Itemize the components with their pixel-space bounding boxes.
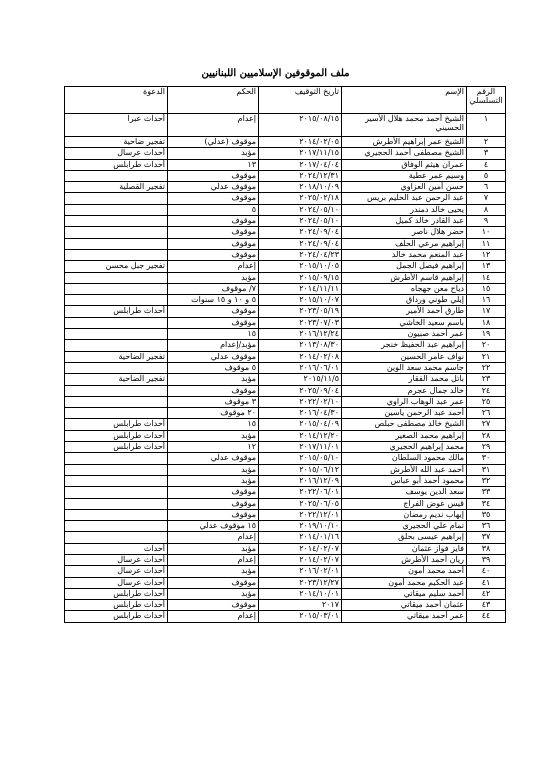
table-row <box>65 374 506 385</box>
table-row <box>65 396 506 407</box>
table-row <box>65 385 506 396</box>
detainees-table <box>64 86 506 623</box>
row-arrest-date-cell: ٢٠١٧/٠٤/٠٤ <box>259 159 342 170</box>
row-verdict-cell: إعدام <box>168 114 259 137</box>
row-number-cell: ٩ <box>467 216 506 227</box>
row-case-cell: تفجير جبل محسن <box>65 261 168 272</box>
header-verdict: الحكم <box>168 87 259 114</box>
table-row <box>65 521 506 532</box>
row-name-cell: عمران هيثم الوفاق <box>342 159 467 170</box>
row-verdict-cell: ١٥ موقوف عدلي <box>168 521 259 532</box>
row-arrest-date-cell: ٢٠١٥/٠٩/١٥ <box>259 272 342 283</box>
table-row <box>65 317 506 328</box>
row-case-cell <box>65 193 168 204</box>
row-arrest-date-cell: ٢٠١٥/١٠/٠٥ <box>259 261 342 272</box>
row-arrest-date-cell: ٢٠١٤/١١/١١ <box>259 283 342 294</box>
row-case-cell <box>65 475 168 486</box>
row-arrest-date-cell: ٢٠١٥/٠٨/١٥ <box>259 114 342 137</box>
row-verdict-cell: موقوف <box>168 385 259 396</box>
row-case-cell <box>65 272 168 283</box>
row-case-cell <box>65 238 168 249</box>
row-verdict-cell: ١٢ <box>168 442 259 453</box>
row-case-cell: أحداث عرسال <box>65 566 168 577</box>
row-number-cell: ٢٦ <box>467 408 506 419</box>
row-arrest-date-cell: ٢٠١٤/١٢/٢٠ <box>259 430 342 441</box>
row-arrest-date-cell: ٢٠٢٤/١٢/٣١ <box>259 170 342 181</box>
table-row <box>65 475 506 486</box>
row-number-cell: ١٣ <box>467 261 506 272</box>
row-verdict-cell: ٣ موقوف <box>168 396 259 407</box>
table-row <box>65 249 506 260</box>
row-name-cell: الشيخ مصطفى أحمد الحجيري <box>342 148 467 159</box>
row-case-cell <box>65 509 168 520</box>
row-case-cell: أحداث طرابلس <box>65 159 168 170</box>
row-verdict-cell: إعدام <box>168 261 259 272</box>
row-name-cell: باتل محمد الفقار <box>342 374 467 385</box>
table-row <box>65 227 506 238</box>
row-case-cell <box>65 521 168 532</box>
row-number-cell: ١٨ <box>467 317 506 328</box>
row-number-cell: ٤٠ <box>467 566 506 577</box>
row-arrest-date-cell: ٢٠٢٥/٠٦/٠٥ <box>259 498 342 509</box>
row-verdict-cell: موقوف <box>168 306 259 317</box>
row-number-cell: ٢٩ <box>467 442 506 453</box>
row-number-cell: ٢٣ <box>467 374 506 385</box>
row-name-cell: باسم سعيد الخاشي <box>342 317 467 328</box>
row-name-cell: إبراهيم مرعي الحلف <box>342 238 467 249</box>
header-arrest-date: تاريخ التوقيف <box>259 87 342 114</box>
row-name-cell: عمر عبد الوهاب الراوي <box>342 396 467 407</box>
row-name-cell: مالك محمود السلطان <box>342 453 467 464</box>
table-row <box>65 272 506 283</box>
row-arrest-date-cell: ٢٠٢٢/٠٦/٠١ <box>259 487 342 498</box>
row-case-cell: أحداث طرابلس <box>65 442 168 453</box>
row-verdict-cell: موقوف <box>168 170 259 181</box>
row-number-cell: ١٢ <box>467 249 506 260</box>
row-name-cell: حضر هلال ناصر <box>342 227 467 238</box>
row-number-cell: ٢١ <box>467 351 506 362</box>
row-case-cell: تفجير الضاحية <box>65 351 168 362</box>
row-verdict-cell: مؤبد <box>168 543 259 554</box>
row-arrest-date-cell: ٢٠٢٢/٠٢/١٠ <box>259 396 342 407</box>
row-verdict-cell: ٥ <box>168 204 259 215</box>
row-arrest-date-cell: ٢٠١٥/٠٤/٠٩ <box>259 419 342 430</box>
row-case-cell <box>65 317 168 328</box>
table-row <box>65 464 506 475</box>
row-name-cell: خالد جمال عجرم <box>342 385 467 396</box>
row-verdict-cell: ١٥ <box>168 329 259 340</box>
row-name-cell: الشيخ عمر إبراهيم الأطرش <box>342 137 467 148</box>
table-row <box>65 148 506 159</box>
row-case-cell: أحداث عرسال <box>65 148 168 159</box>
row-arrest-date-cell: ٢٠٢٢/١٢/٠١ <box>259 509 342 520</box>
row-verdict-cell: ٥ و ١٠ و ١٥ سنوات <box>168 295 259 306</box>
row-arrest-date-cell: ٢٠١٤/٠٢/٠٨ <box>259 351 342 362</box>
row-number-cell: ٣٧ <box>467 532 506 543</box>
row-name-cell: دياح معن جهجاه <box>342 283 467 294</box>
row-arrest-date-cell: ٢٠١٤/٠١/١٦ <box>259 532 342 543</box>
table-row <box>65 600 506 611</box>
row-number-cell: ٢٠ <box>467 340 506 351</box>
row-number-cell: ٧ <box>467 193 506 204</box>
row-verdict-cell: مؤبد <box>168 430 259 441</box>
row-case-cell <box>65 227 168 238</box>
row-verdict-cell: ٧/ موقوف <box>168 283 259 294</box>
row-number-cell: ٣٣ <box>467 487 506 498</box>
row-number-cell: ٣ <box>467 148 506 159</box>
row-verdict-cell: إعدام <box>168 532 259 543</box>
row-arrest-date-cell: ٢٠٢٤/٠٩/٠٤ <box>259 227 342 238</box>
row-arrest-date-cell: ٢٠١٩/١٠/١٠ <box>259 521 342 532</box>
table-row <box>65 204 506 215</box>
row-verdict-cell: موقوف <box>168 600 259 611</box>
row-number-cell: ٢٤ <box>467 385 506 396</box>
row-case-cell <box>65 340 168 351</box>
row-verdict-cell: ٢٠ موقوف <box>168 408 259 419</box>
row-arrest-date-cell: ٢٠٢٥/٠٩/٠٤ <box>259 385 342 396</box>
row-number-cell: ٦ <box>467 182 506 193</box>
row-case-cell <box>65 283 168 294</box>
row-verdict-cell: مؤبد <box>168 475 259 486</box>
row-case-cell <box>65 453 168 464</box>
row-arrest-date-cell: ٢٠٢٣/٠٧/٠٣ <box>259 317 342 328</box>
table-header-row <box>65 87 506 114</box>
table-row <box>65 487 506 498</box>
row-number-cell: ٣٦ <box>467 521 506 532</box>
row-case-cell: أحداث طرابلس <box>65 306 168 317</box>
row-arrest-date-cell: ٢٠١٧/١١/٠١ <box>259 442 342 453</box>
row-case-cell: تفجير ضاحية <box>65 137 168 148</box>
table-row <box>65 137 506 148</box>
table-row <box>65 216 506 227</box>
row-number-cell: ٢ <box>467 137 506 148</box>
row-verdict-cell: مؤبد <box>168 374 259 385</box>
row-name-cell: إبراهيم قاسم الأطرش <box>342 272 467 283</box>
row-case-cell <box>65 170 168 181</box>
header-name: الإسم <box>342 87 467 114</box>
row-name-cell: إبراهيم عبد الحفيظ خنجر <box>342 340 467 351</box>
row-name-cell: عبد المنعم محمد خالد <box>342 249 467 260</box>
table-row <box>65 329 506 340</box>
row-arrest-date-cell: ٢٠٢٣/١٢/٢٧ <box>259 577 342 588</box>
row-verdict-cell: موقوف <box>168 193 259 204</box>
row-verdict-cell: إعدام <box>168 611 259 622</box>
row-verdict-cell: موقوف <box>168 317 259 328</box>
row-verdict-cell: موقوف <box>168 216 259 227</box>
row-number-cell: ١٦ <box>467 295 506 306</box>
table-row <box>65 430 506 441</box>
row-arrest-date-cell: ٢٠١٥/١٠/٠٧ <box>259 295 342 306</box>
page-title: ملف الموقوفين الإسلاميين اللبنانيين <box>201 68 350 79</box>
row-number-cell: ١٠ <box>467 227 506 238</box>
table-row <box>65 588 506 599</box>
row-case-cell <box>65 295 168 306</box>
table-row <box>65 442 506 453</box>
row-name-cell: عبد القادر خالد كميل <box>342 216 467 227</box>
row-verdict-cell: موقوف <box>168 238 259 249</box>
row-arrest-date-cell: ٢٠٢٤/٠٩/٠٤ <box>259 238 342 249</box>
row-arrest-date-cell: ٢٠٢٥/٠٢/١٨ <box>259 193 342 204</box>
row-name-cell: نواف عامر الحسين <box>342 351 467 362</box>
row-name-cell: أحمد عبد الله الأطرش <box>342 464 467 475</box>
row-name-cell: إيلي طوني ورداق <box>342 295 467 306</box>
row-name-cell: عبد الحكيم محمد أمون <box>342 577 467 588</box>
row-name-cell: فايز فواز عثمان <box>342 543 467 554</box>
table-row <box>65 306 506 317</box>
row-name-cell: عمر أحمد صبيون <box>342 329 467 340</box>
row-arrest-date-cell: ٢٠١٦/١٢/٢٤ <box>259 329 342 340</box>
row-number-cell: ١ <box>467 114 506 137</box>
row-verdict-cell: إعدام <box>168 554 259 565</box>
row-arrest-date-cell: ٢٠١٥/٠٣/٠١ <box>259 611 342 622</box>
row-arrest-date-cell: ٢٠١٥/٠٥/١٠ <box>259 453 342 464</box>
row-case-cell: أحداث طرابلس <box>65 588 168 599</box>
row-arrest-date-cell: ٢٠١٦/٠٦/٠١ <box>259 362 342 373</box>
row-name-cell: طارق أحمد الأمير <box>342 306 467 317</box>
row-case-cell <box>65 408 168 419</box>
row-number-cell: ٤٢ <box>467 588 506 599</box>
row-number-cell: ٣٥ <box>467 509 506 520</box>
row-case-cell <box>65 487 168 498</box>
row-number-cell: ١٩ <box>467 329 506 340</box>
row-case-cell: تفجير القصلية <box>65 182 168 193</box>
table-body <box>65 114 506 623</box>
row-arrest-date-cell: ٢٠١٨/١٠/٠٩ <box>259 182 342 193</box>
row-arrest-date-cell: ٢٠١٤/٠٢/٠٥ <box>259 137 342 148</box>
row-number-cell: ٣٤ <box>467 498 506 509</box>
row-arrest-date-cell: ٢٠١٤/٠٢/٠٧ <box>259 543 342 554</box>
row-verdict-cell: موقوف <box>168 227 259 238</box>
row-case-cell <box>65 464 168 475</box>
row-arrest-date-cell: ٢٠٢٤/٠٥/١٠ <box>259 216 342 227</box>
row-verdict-cell: ٥ موقوف <box>168 362 259 373</box>
row-case-cell <box>65 249 168 260</box>
row-name-cell: إبراهيم عيسى بحلق <box>342 532 467 543</box>
row-name-cell: أحمد محمد أمون <box>342 566 467 577</box>
row-number-cell: ١٥ <box>467 283 506 294</box>
row-arrest-date-cell: ٢٠١٤/١٠/٠١ <box>259 588 342 599</box>
table-row <box>65 419 506 430</box>
row-case-cell <box>65 204 168 215</box>
row-number-cell: ٣٩ <box>467 554 506 565</box>
row-verdict-cell: موقوف <box>168 249 259 260</box>
row-case-cell: أحداث عرسال <box>65 554 168 565</box>
table-row <box>65 261 506 272</box>
row-number-cell: ٣٢ <box>467 475 506 486</box>
row-number-cell: ٤ <box>467 159 506 170</box>
row-arrest-date-cell: ٢٠١٥/٠٦/١٢ <box>259 464 342 475</box>
row-number-cell: ١١ <box>467 238 506 249</box>
row-case-cell <box>65 329 168 340</box>
row-verdict-cell: موقوف عدلي <box>168 453 259 464</box>
row-name-cell: أحمد عبد الرحمن ياسين <box>342 408 467 419</box>
row-name-cell: يحيى خالد دمندر <box>342 204 467 215</box>
row-arrest-date-cell: ٢٠٢٤/٠٥/١٠ <box>259 204 342 215</box>
row-arrest-date-cell: ٢٠١٣/٠٨/٣٠ <box>259 340 342 351</box>
table-row <box>65 498 506 509</box>
row-verdict-cell: مؤبد <box>168 148 259 159</box>
row-arrest-date-cell: ٢٠١٧ <box>259 600 342 611</box>
row-name-cell: وسيم عمر عطية <box>342 170 467 181</box>
table-row <box>65 577 506 588</box>
row-case-cell: أحداث طرابلس <box>65 430 168 441</box>
row-arrest-date-cell: ٢٠١٦/١٢/٠٩ <box>259 475 342 486</box>
row-verdict-cell: موقوف عدلي <box>168 351 259 362</box>
row-case-cell: أحداث طرابلس <box>65 600 168 611</box>
row-name-cell: محمد إبراهيم الحجيري <box>342 442 467 453</box>
row-verdict-cell: ١٥ <box>168 419 259 430</box>
row-verdict-cell: مؤبد/إعدام <box>168 340 259 351</box>
row-name-cell: أحمد سليم ميقاتي <box>342 588 467 599</box>
row-name-cell: عمر أحمد ميقاتي <box>342 611 467 622</box>
row-name-cell: الشيخ أحمد محمد هلال الأسير الحسيني <box>342 114 467 137</box>
table-row <box>65 182 506 193</box>
row-case-cell <box>65 385 168 396</box>
row-number-cell: ١٤ <box>467 272 506 283</box>
row-case-cell: تفجير الضاحية <box>65 374 168 385</box>
row-number-cell: ٣٨ <box>467 543 506 554</box>
row-case-cell <box>65 396 168 407</box>
row-verdict-cell: مؤبد <box>168 272 259 283</box>
row-number-cell: ٤١ <box>467 577 506 588</box>
table-row <box>65 193 506 204</box>
row-case-cell <box>65 498 168 509</box>
header-number: الرقم التسلسلي <box>467 87 506 114</box>
row-case-cell: أحداث عبرا <box>65 114 168 137</box>
table-row <box>65 283 506 294</box>
row-case-cell: أحداث طرابلس <box>65 419 168 430</box>
row-name-cell: ريان أحمد الأطرش <box>342 554 467 565</box>
row-number-cell: ٤٤ <box>467 611 506 622</box>
table-row <box>65 159 506 170</box>
table-row <box>65 238 506 249</box>
row-name-cell: إيهاب نديم رمضان <box>342 509 467 520</box>
row-verdict-cell: موقوف <box>168 577 259 588</box>
row-name-cell: قيس عوض الفراج <box>342 498 467 509</box>
row-number-cell: ٥ <box>467 170 506 181</box>
row-number-cell: ٢٢ <box>467 362 506 373</box>
row-name-cell: إبراهيم محمد الصغير <box>342 430 467 441</box>
row-number-cell: ٢٧ <box>467 419 506 430</box>
table-row <box>65 362 506 373</box>
row-verdict-cell: ١٣ <box>168 159 259 170</box>
row-case-cell <box>65 216 168 227</box>
row-name-cell: محمود أحمد أبو عباس <box>342 475 467 486</box>
row-verdict-cell: موقوف <box>168 498 259 509</box>
table-row <box>65 554 506 565</box>
row-arrest-date-cell: ٢٠١٥/١١/٥ <box>259 374 342 385</box>
row-verdict-cell: موقوف (عدلي) <box>168 137 259 148</box>
row-name-cell: تمام علي الحجيري <box>342 521 467 532</box>
row-number-cell: ٤٣ <box>467 600 506 611</box>
row-name-cell: جاسم محمد سعد الوين <box>342 362 467 373</box>
row-case-cell: أحداث <box>65 543 168 554</box>
row-name-cell: إبراهيم فيصل الجمل <box>342 261 467 272</box>
row-arrest-date-cell: ٢٠٢٣/٠٥/١٩ <box>259 306 342 317</box>
row-number-cell: ١٧ <box>467 306 506 317</box>
table-row <box>65 295 506 306</box>
row-name-cell: حسن أمين العزاوي <box>342 182 467 193</box>
row-name-cell: عبد الرحمن عبد الحليم بريس <box>342 193 467 204</box>
row-verdict-cell: مؤبد <box>168 566 259 577</box>
table-row <box>65 408 506 419</box>
table-row <box>65 170 506 181</box>
row-verdict-cell: مؤبد <box>168 464 259 475</box>
row-arrest-date-cell: ٢٠١٦/٠٤/٣٠ <box>259 408 342 419</box>
row-number-cell: ٣١ <box>467 464 506 475</box>
row-verdict-cell: موقوف <box>168 509 259 520</box>
table-row <box>65 543 506 554</box>
table-row <box>65 351 506 362</box>
row-number-cell: ٢٨ <box>467 430 506 441</box>
row-name-cell: الشيخ خالد مصطفى حبلص <box>342 419 467 430</box>
row-arrest-date-cell: ٢٠١٧/١١/١٥ <box>259 148 342 159</box>
table-row <box>65 340 506 351</box>
row-arrest-date-cell: ٢٠٢٤/٠٤/٢٣ <box>259 249 342 260</box>
row-case-cell: أحداث عرسال <box>65 577 168 588</box>
row-case-cell: أحداث طرابلس <box>65 611 168 622</box>
row-verdict-cell: موقوف عدلي <box>168 182 259 193</box>
table-row <box>65 566 506 577</box>
row-number-cell: ٢٥ <box>467 396 506 407</box>
table-row <box>65 509 506 520</box>
row-verdict-cell: موقوف <box>168 487 259 498</box>
row-arrest-date-cell: ٢٠١٦/٠٢/٠١ <box>259 566 342 577</box>
table-row <box>65 611 506 622</box>
table-row <box>65 114 506 137</box>
row-case-cell <box>65 532 168 543</box>
header-case: الدعوة <box>65 87 168 114</box>
row-verdict-cell: مؤبد <box>168 588 259 599</box>
row-case-cell <box>65 362 168 373</box>
table-row <box>65 453 506 464</box>
row-number-cell: ٣٠ <box>467 453 506 464</box>
table-row <box>65 532 506 543</box>
row-name-cell: سعد الدين يوسف <box>342 487 467 498</box>
row-arrest-date-cell: ٢٠١٤/٠٢/٠٧ <box>259 554 342 565</box>
row-number-cell: ٨ <box>467 204 506 215</box>
row-name-cell: عثمان أحمد ميقاتي <box>342 600 467 611</box>
